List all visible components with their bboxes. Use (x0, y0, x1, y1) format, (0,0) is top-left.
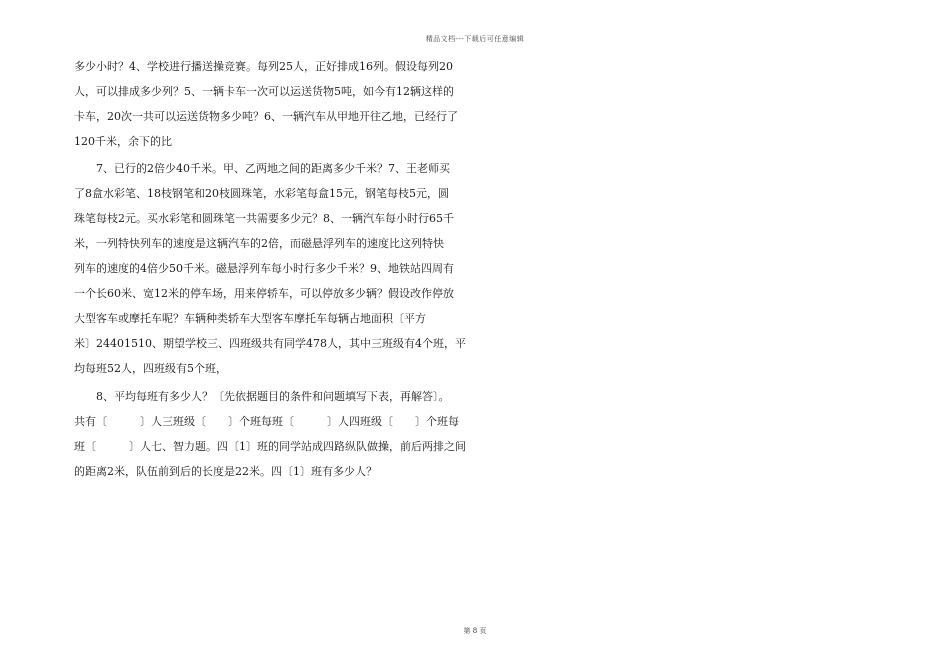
text-line: 了8盒水彩笔、18枝钢笔和20枝圆珠笔，水彩笔每盒15元，钢笔每枝5元，圆 (74, 187, 449, 200)
text-line: 7、已行的2倍少40千米。甲、乙两地之间的距离多少千米？7、王老师买 (74, 162, 450, 175)
text-line: 珠笔每枝2元。买水彩笔和圆珠笔一共需要多少元？8、一辆汽车每小时行65千 (74, 212, 454, 225)
text-line: 大型客车或摩托车呢？车辆种类轿车大型客车摩托车每辆占地面积〔平方 (74, 312, 426, 325)
text-line: 人，可以排成多少列？5、一辆卡车一次可以运送货物5吨，如今有12辆这样的 (74, 85, 454, 98)
header-note: 精品文档---下载后可任意编辑 (425, 35, 525, 43)
text-line: 8、平均每班有多少人？〔先依据题目的条件和问题填写下表，再解答〕。 (74, 390, 450, 403)
text-line: 多少小时？4、学校进行播送操竞赛。每列25人，正好排成16列。假设每列20 (74, 60, 453, 73)
text-line: 班〔 〕人七、智力题。四〔1〕班的同学站成四路纵队做操，前后两排之间 (74, 440, 466, 453)
text-line: 的距离2米，队伍前到后的长度是22米。四〔1〕班有多少人？ (74, 465, 377, 478)
text-line: 120千米，余下的比 (74, 135, 172, 148)
page-number: 第 8 页 (463, 627, 487, 635)
text-line: 米，一列特快列车的速度是这辆汽车的2倍，而磁悬浮列车的速度比这列特快 (74, 237, 444, 250)
text-line: 米〕24401510、期望学校三、四班级共有同学478人，其中三班级有4个班，平 (74, 337, 466, 350)
text-line: 共有〔 〕人三班级〔 〕个班每班〔 〕人四班级〔 〕个班每 (74, 415, 459, 428)
text-line: 一个长60米、宽12米的停车场，用来停轿车，可以停放多少辆？假设改作停放 (74, 287, 454, 300)
text-line: 卡车，20次一共可以运送货物多少吨？6、一辆汽车从甲地开往乙地，已经行了 (74, 110, 458, 123)
text-line: 均每班52人，四班级有5个班， (74, 362, 227, 375)
text-line: 列车的速度的4倍少50千米。磁悬浮列车每小时行多少千米？9、地铁站四周有 (74, 262, 454, 275)
